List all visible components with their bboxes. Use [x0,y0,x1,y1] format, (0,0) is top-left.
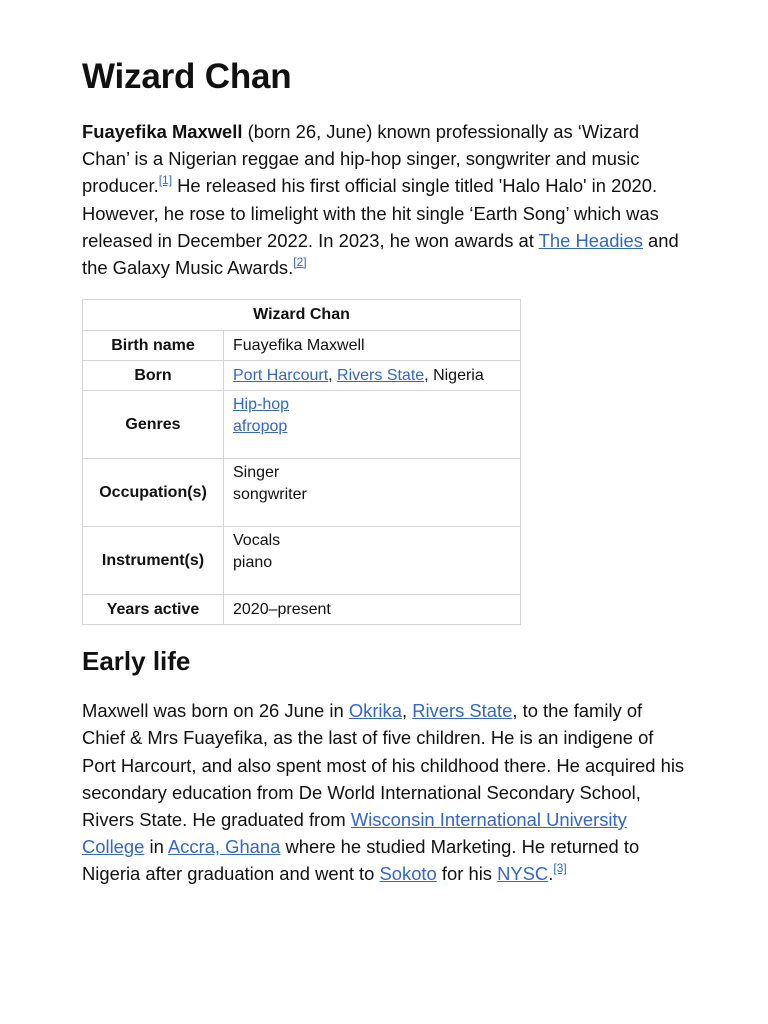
infobox-caption: Wizard Chan [83,300,521,331]
early-text-7: . [548,863,554,885]
link-afropop[interactable]: afropop [233,418,288,436]
born-country: , Nigeria [424,366,484,384]
link-okrika[interactable]: Okrika [348,700,402,722]
infobox-row-born [83,361,521,391]
occupation-item: Singer [233,464,280,482]
link-the-headies[interactable]: The Headies [538,229,643,251]
occupation-item: songwriter [233,486,307,504]
reference-1[interactable] [159,173,172,187]
link-wisconsin-international-university-college[interactable]: Wisconsin International University College [82,809,627,858]
infobox-row-birth-name [83,331,521,361]
link-accra-ghana[interactable]: Accra, Ghana [167,836,281,858]
instrument-item: piano [233,554,273,572]
infobox-row-years-active [83,595,521,625]
infobox-label-instruments: Instrument(s) [83,527,224,595]
instrument-item: Vocals [233,532,281,550]
link-rivers-state[interactable]: Rivers State [337,366,425,384]
link-nysc[interactable]: NYSC [497,863,549,885]
early-text-6: for his [436,863,498,885]
infobox-row-genres [83,391,521,459]
early-text-4: in [144,836,168,858]
born-separator: , [328,366,338,384]
infobox-label-birth-name: Birth name [83,331,224,361]
infobox-value-occupation [224,459,521,527]
early-text-2: , [401,700,413,722]
infobox-label-years-active: Years active [83,595,224,625]
infobox-caption-row [83,300,521,331]
intro-paragraph [82,118,686,281]
infobox-label-born: Born [83,361,224,391]
infobox-value-genres [224,391,521,459]
page-title: Wizard Chan [82,57,292,96]
link-port-harcourt[interactable]: Port Harcourt [233,366,329,384]
reference-2[interactable] [293,255,306,269]
reference-1-link[interactable]: [1] [158,173,173,188]
infobox [82,299,521,625]
article [82,52,686,888]
link-sokoto[interactable]: Sokoto [379,863,437,885]
infobox-label-genres: Genres [83,391,224,459]
infobox-row-occupation [83,459,521,527]
infobox-value-instruments [224,527,521,595]
infobox-row-instruments [83,527,521,595]
intro-text-1: (born 26, June) known professionally as ‘Wizard Chan’ is a Nigerian reggae and hip-hop singer, songwriter and music producer. [82,121,640,197]
early-text-3: , to the family of Chief & Mrs Fuayefika, as the last of five children. He is an indigene of Port Harcourt, and also spent most of his childhood there. He acquired his secondary education from De World International Secondary School, Rivers State. He graduated from [82,700,685,831]
subject-name: Fuayefika Maxwell [82,121,243,142]
early-text-1: Maxwell was born on 26 June in [82,700,349,722]
early-life-paragraph [82,697,686,887]
infobox-value-birth-name: Fuayefika Maxwell [224,331,521,361]
reference-2-link[interactable]: [2] [293,254,307,269]
infobox-value-years-active: 2020–present [224,595,521,625]
infobox-value-born [224,361,521,391]
link-rivers-state-2[interactable]: Rivers State [412,700,513,722]
link-hip-hop[interactable]: Hip-hop [233,396,290,414]
intro-text-2: He released his first official single titled 'Halo Halo' in 2020. However, he rose to limelight with the hit single ‘Earth Song’ which was released in December 2022. In 2023, he won awards at [82,175,659,251]
reference-3-link[interactable]: [3] [553,861,567,876]
early-text-5: where he studied Marketing. He returned to Nigeria after graduation and went to [82,836,640,885]
intro-text-3: and the Galaxy Music Awards. [82,229,679,279]
reference-3[interactable] [553,861,566,875]
infobox-label-occupation: Occupation(s) [83,459,224,527]
section-heading-early-life: Early life [82,646,191,677]
